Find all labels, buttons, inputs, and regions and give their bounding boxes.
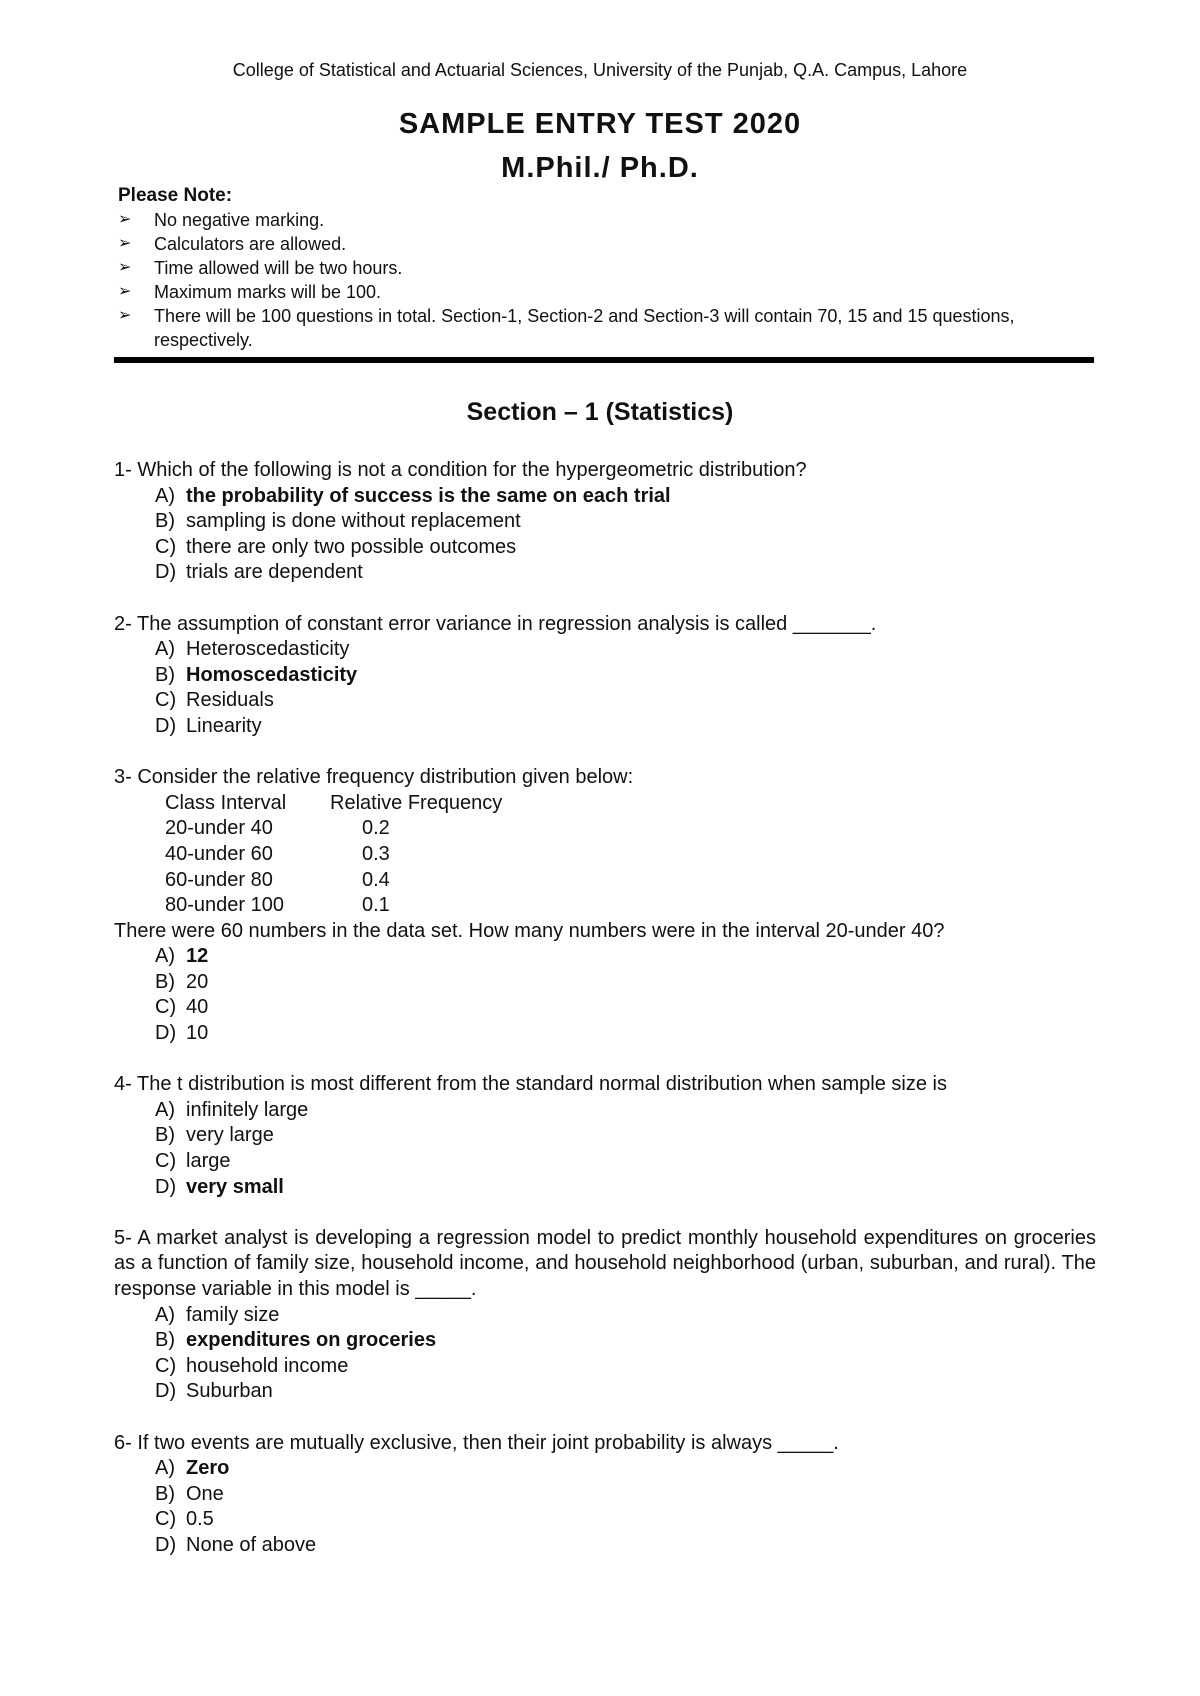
option-letter: B) (155, 970, 175, 993)
option-letter: B) (155, 1124, 175, 1147)
option-a (155, 637, 1096, 663)
option-d (155, 714, 1096, 740)
option-text: expenditures on groceries (186, 1329, 437, 1352)
option-text: very small (186, 1175, 284, 1198)
answer-options (114, 1303, 1096, 1405)
answer-options (114, 484, 1096, 586)
option-letter: D) (155, 714, 177, 737)
option-letter: D) (155, 1533, 177, 1556)
column-header: Class Interval (165, 791, 287, 814)
institution-header: College of Statistical and Actuarial Sciences, University of the Punjab, Q.A. Campus, Lahore (232, 60, 968, 80)
note-text: Maximum marks will be 100. (154, 282, 382, 302)
note-item (118, 280, 1038, 304)
question-text: 1- Which of the following is not a condition for the hypergeometric distribution? (114, 459, 807, 481)
option-text: very large (186, 1124, 274, 1147)
questions-list (114, 458, 1096, 1584)
option-text: large (186, 1150, 231, 1173)
option-text: sampling is done without replacement (186, 510, 521, 533)
option-d (155, 1175, 1096, 1201)
option-letter: A) (155, 638, 175, 661)
option-text: One (186, 1482, 224, 1505)
table-cell: 0.4 (362, 868, 390, 891)
question-5 (114, 1226, 1096, 1405)
arrow-bullet-icon: ➢ (118, 283, 132, 300)
option-text: Residuals (186, 689, 274, 712)
option-c (155, 995, 1096, 1021)
option-letter: D) (155, 1380, 177, 1403)
option-text: infinitely large (186, 1098, 309, 1121)
option-b (155, 1328, 1096, 1354)
option-a (155, 1456, 1096, 1482)
option-text: there are only two possible outcomes (186, 535, 517, 558)
option-letter: C) (155, 1354, 177, 1377)
answer-options (114, 1098, 1096, 1200)
notes-block (118, 184, 1038, 352)
table-cell: 20-under 40 (165, 817, 273, 840)
option-letter: A) (155, 945, 175, 968)
note-item (118, 232, 1038, 256)
question-followup: There were 60 numbers in the data set. How many numbers were in the interval 20-under 40? (114, 919, 945, 942)
option-text: 10 (186, 1022, 209, 1045)
option-text: the probability of success is the same on each trial (186, 484, 671, 507)
option-letter: C) (155, 689, 177, 712)
option-text: family size (186, 1303, 280, 1326)
section-divider (114, 357, 1094, 363)
table-row (165, 816, 1096, 842)
option-b (155, 663, 1096, 689)
option-c (155, 1507, 1096, 1533)
option-text: 20 (186, 970, 209, 993)
table-row (165, 893, 1096, 919)
question-2 (114, 612, 1096, 740)
table-cell: 60-under 80 (165, 868, 273, 891)
option-text: Homoscedasticity (186, 663, 358, 686)
question-4 (114, 1072, 1096, 1200)
option-d (155, 1379, 1096, 1405)
option-c (155, 535, 1096, 561)
note-item (118, 256, 1038, 280)
question-6 (114, 1431, 1096, 1559)
option-text: None of above (186, 1533, 317, 1556)
option-b (155, 970, 1096, 996)
option-b (155, 1482, 1096, 1508)
option-letter: C) (155, 535, 177, 558)
answer-options (114, 944, 1096, 1046)
table-cell: 40-under 60 (165, 842, 273, 865)
option-d (155, 1021, 1096, 1047)
table-row (165, 868, 1096, 894)
option-text: Suburban (186, 1380, 273, 1403)
note-text: Calculators are allowed. (154, 234, 347, 254)
table-cell: 0.1 (362, 894, 390, 917)
option-text: 12 (186, 945, 209, 968)
option-letter: A) (155, 1303, 175, 1326)
option-letter: D) (155, 1175, 177, 1198)
arrow-bullet-icon: ➢ (118, 307, 132, 324)
note-item (118, 304, 1038, 352)
option-letter: A) (155, 484, 175, 507)
section-title: Section – 1 (Statistics) (466, 398, 734, 426)
option-a (155, 484, 1096, 510)
option-text: household income (186, 1354, 349, 1377)
option-letter: C) (155, 1508, 177, 1531)
option-letter: C) (155, 996, 177, 1019)
note-text: No negative marking. (154, 210, 325, 230)
note-text: There will be 100 questions in total. Section-1, Section-2 and Section-3 will contain 70, 15 and 15 questions, respectively. (154, 306, 1015, 350)
notes-heading: Please Note: (118, 185, 233, 206)
table-cell: 0.2 (362, 817, 390, 840)
option-text: Linearity (186, 714, 262, 737)
option-c (155, 688, 1096, 714)
question-1 (114, 458, 1096, 586)
option-d (155, 560, 1096, 586)
table-row (165, 842, 1096, 868)
question-text: 4- The t distribution is most different from the standard normal distribution when sample size is (114, 1073, 947, 1096)
question-text: 5- A market analyst is developing a regression model to predict monthly household expenditures on groceries as a function of family size, household income, and household neighborhood (urban, suburban, and rural). The response variable in this model is _____. (114, 1226, 1096, 1300)
option-c (155, 1149, 1096, 1175)
option-a (155, 1098, 1096, 1124)
question-text: 2- The assumption of constant error variance in regression analysis is called _______. (114, 612, 877, 635)
table-cell: 0.3 (362, 842, 390, 865)
note-text: Time allowed will be two hours. (154, 258, 403, 278)
option-text: 0.5 (186, 1508, 214, 1531)
answer-options (114, 637, 1096, 739)
option-text: Zero (186, 1457, 230, 1480)
option-text: trials are dependent (186, 561, 363, 584)
option-letter: D) (155, 1022, 177, 1045)
option-d (155, 1533, 1096, 1559)
question-3 (114, 765, 1096, 1047)
degree-title: M.Phil./ Ph.D. (501, 152, 699, 184)
frequency-table (114, 791, 1096, 919)
option-letter: B) (155, 510, 175, 533)
option-b (155, 1123, 1096, 1149)
option-b (155, 509, 1096, 535)
arrow-bullet-icon: ➢ (118, 259, 132, 276)
table-cell: 80-under 100 (165, 894, 284, 917)
test-title: SAMPLE ENTRY TEST 2020 (398, 108, 802, 140)
option-letter: B) (155, 663, 175, 686)
option-a (155, 944, 1096, 970)
option-text: Heteroscedasticity (186, 638, 350, 661)
option-letter: A) (155, 1098, 175, 1121)
option-letter: A) (155, 1457, 175, 1480)
arrow-bullet-icon: ➢ (118, 211, 132, 228)
arrow-bullet-icon: ➢ (118, 235, 132, 252)
option-a (155, 1303, 1096, 1329)
answer-options (114, 1456, 1096, 1558)
column-header: Relative Frequency (330, 791, 503, 814)
note-item (118, 208, 1038, 232)
option-letter: B) (155, 1482, 175, 1505)
table-header-row (165, 791, 1096, 817)
option-letter: B) (155, 1329, 175, 1352)
option-text: 40 (186, 996, 209, 1019)
option-letter: C) (155, 1150, 177, 1173)
option-letter: D) (155, 561, 177, 584)
option-c (155, 1354, 1096, 1380)
question-text: 3- Consider the relative frequency distribution given below: (114, 766, 634, 789)
question-text: 6- If two events are mutually exclusive, then their joint probability is always _____. (114, 1431, 839, 1454)
